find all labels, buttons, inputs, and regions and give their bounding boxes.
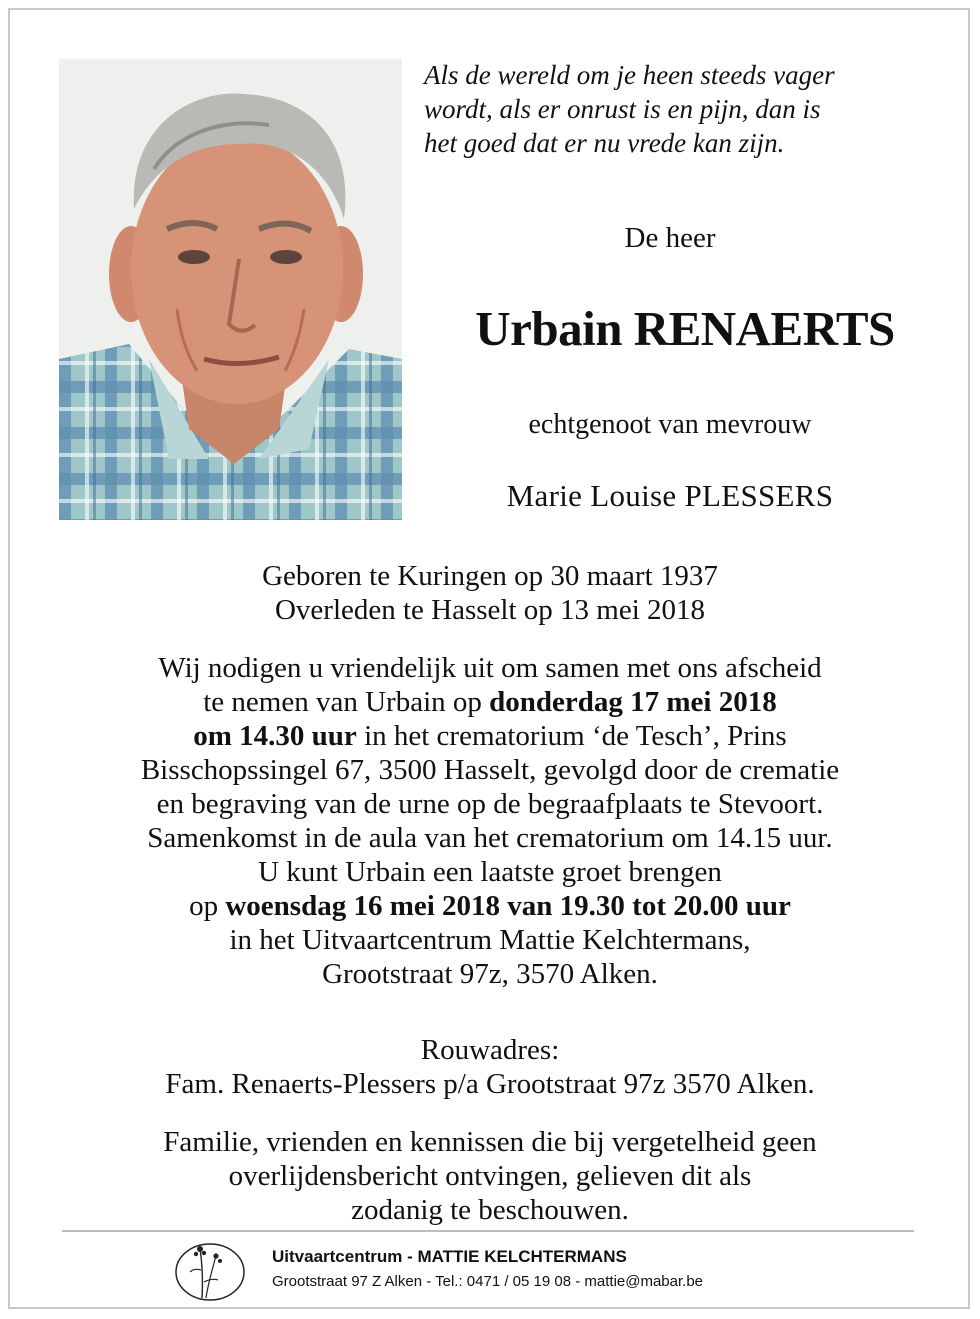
life-dates [40, 559, 940, 627]
honorific: De heer [624, 222, 716, 254]
poem-line: Als de wereld om je heen steeds vager [424, 60, 835, 90]
notice-line: overlijdensbericht ontvingen, gelieven dit als [228, 1160, 752, 1192]
notice-line: Familie, vrienden en kennissen die bij vergetelheid geen [163, 1126, 817, 1158]
invitation-line: Wij nodigen u vriendelijk uit om samen met ons afscheid [158, 652, 822, 684]
invitation-line [40, 719, 940, 753]
address-label: Rouwadres: [420, 1034, 560, 1066]
invitation-line: Samenkomst in de aula van het crematorium om 14.15 uur. [147, 822, 833, 854]
poem-line: het goed dat er nu vrede kan zijn. [424, 128, 785, 158]
deceased-name: Urbain RENAERTS [475, 301, 895, 356]
birth-line: Geboren te Kuringen op 30 maart 1937 [262, 560, 718, 592]
invitation-line: in het Uitvaartcentrum Mattie Kelchtermans, [229, 924, 751, 956]
funeral-home-contact: Grootstraat 97 Z Alken - Tel.: 0471 / 05 19 08 - mattie@mabar.be [272, 1273, 704, 1290]
invitation-line: U kunt Urbain een laatste groet brengen [258, 856, 722, 888]
invitation [40, 651, 940, 991]
invitation-text: op [189, 890, 226, 922]
visitation-time: woensdag 16 mei 2018 van 19.30 tot 20.00 uur [225, 890, 791, 922]
funeral-home-name: Uitvaartcentrum - MATTIE KELCHTERMANS [272, 1247, 627, 1266]
poem-line: wordt, als er onrust is en pijn, dan is [424, 94, 821, 124]
invitation-line: Grootstraat 97z, 3570 Alken. [322, 958, 658, 990]
invitation-line: en begraving van de urne op de begraafplaats te Stevoort. [156, 788, 824, 820]
poem [424, 58, 924, 160]
invitation-line: Bisschopssingel 67, 3500 Hasselt, gevolgd door de crematie [140, 754, 840, 786]
invitation-line [40, 889, 940, 923]
address-value: Fam. Renaerts-Plessers p/a Grootstraat 97z 3570 Alken. [165, 1068, 815, 1100]
portrait-photo [59, 59, 402, 520]
notice [40, 1125, 940, 1227]
spouse-name: Marie Louise PLESSERS [506, 478, 834, 513]
ceremony-time: om 14.30 uur [193, 720, 357, 752]
notice-line: zodanig te beschouwen. [351, 1194, 629, 1226]
invitation-line [40, 685, 940, 719]
flower-logo-icon [172, 1240, 250, 1304]
footer-divider [62, 1230, 914, 1232]
invitation-text: te nemen van Urbain op [203, 686, 490, 718]
mourning-address [40, 1033, 940, 1101]
death-line: Overleden te Hasselt op 13 mei 2018 [274, 594, 706, 626]
ceremony-date: donderdag 17 mei 2018 [489, 686, 777, 718]
spouse-label: echtgenoot van mevrouw [528, 409, 812, 440]
invitation-text: in het crematorium ‘de Tesch’, Prins [356, 720, 787, 752]
